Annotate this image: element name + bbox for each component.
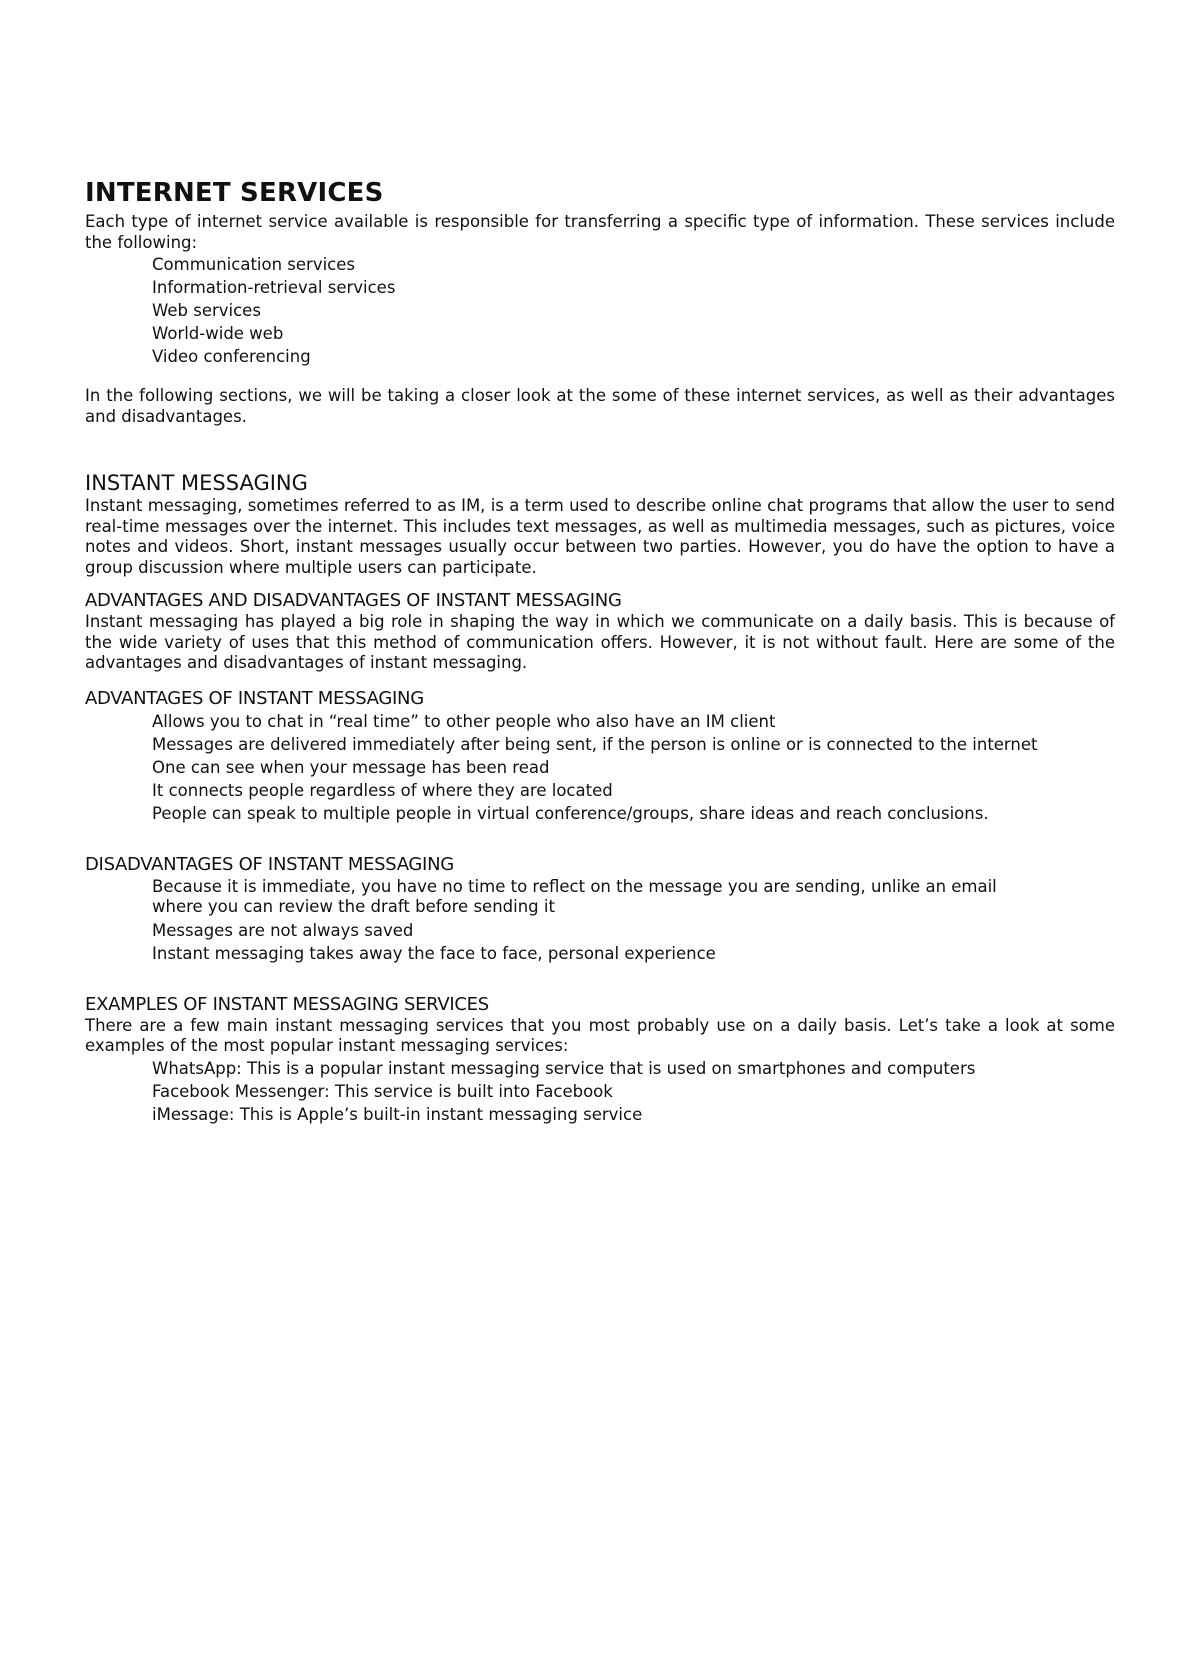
advantages-heading: ADVANTAGES OF INSTANT MESSAGING xyxy=(85,687,424,709)
list-item: People can speak to multiple people in virtual conference/groups, share ideas and reach conclusions. xyxy=(152,803,989,823)
internet-services-outro: In the following sections, we will be taking a closer look at the some of these internet services, as well as their advantages and disadvantages. xyxy=(85,386,1115,426)
list-item: It connects people regardless of where they are located xyxy=(152,780,613,800)
list-item: WhatsApp: This is a popular instant messaging service that is used on smartphones and computers xyxy=(152,1058,976,1078)
list-item: Facebook Messenger: This service is built into Facebook xyxy=(152,1081,613,1101)
advantages-list xyxy=(85,710,1115,825)
list-item: Messages are not always saved xyxy=(152,920,414,940)
internet-services-intro: Each type of internet service available is responsible for transferring a specific type of information. These services include the following: xyxy=(85,212,1115,252)
adv-disadv-heading: ADVANTAGES AND DISADVANTAGES OF INSTANT MESSAGING xyxy=(85,590,622,611)
instant-messaging-body: Instant messaging, sometimes referred to as IM, is a term used to describe online chat programs that allow the user to send real-time messages over the internet. This includes text messages, as well as multimedia messages, such as pictures, voice notes and videos. Short, instant messages usually occur between two parties. However, you do have the option to have a group discussion where multiple users can participate. xyxy=(85,496,1115,577)
examples-body: There are a few main instant messaging services that you most probably use on a daily basis. Let’s take a look at some examples of the most popular instant messaging services: xyxy=(85,1015,1115,1055)
list-item: iMessage: This is Apple’s built-in instant messaging service xyxy=(152,1104,643,1124)
internet-services-heading: INTERNET SERVICES xyxy=(85,178,384,208)
list-item: Allows you to chat in “real time” to other people who also have an IM client xyxy=(152,711,776,731)
list-item: Video conferencing xyxy=(152,347,311,366)
list-item: Instant messaging takes away the face to face, personal experience xyxy=(152,943,716,963)
internet-services-list xyxy=(85,253,1115,368)
list-item: Messages are delivered immediately after being sent, if the person is online or is connected to the internet xyxy=(152,734,1038,754)
disadvantages-list xyxy=(85,876,1115,965)
disadvantages-heading: DISADVANTAGES OF INSTANT MESSAGING xyxy=(85,853,454,875)
adv-disadv-body: Instant messaging has played a big role in shaping the way in which we communicate on a daily basis. This is because of the wide variety of uses that this method of communication offers. However, it is not without fault. Here are some of the advantages and disadvantages of instant messaging. xyxy=(85,612,1115,672)
list-item: Web services xyxy=(152,301,261,320)
examples-heading: EXAMPLES OF INSTANT MESSAGING SERVICES xyxy=(85,993,489,1015)
list-item: Information-retrieval services xyxy=(152,278,396,297)
list-item: World-wide web xyxy=(152,324,284,343)
list-item: Communication services xyxy=(152,255,355,274)
document-page xyxy=(85,178,1115,1126)
instant-messaging-heading: INSTANT MESSAGING xyxy=(85,471,308,495)
examples-list xyxy=(85,1057,1115,1126)
list-item: Because it is immediate, you have no time to reflect on the message you are sending, unlike an email where you can review the draft before sending it xyxy=(152,876,997,916)
list-item: One can see when your message has been read xyxy=(152,757,550,777)
